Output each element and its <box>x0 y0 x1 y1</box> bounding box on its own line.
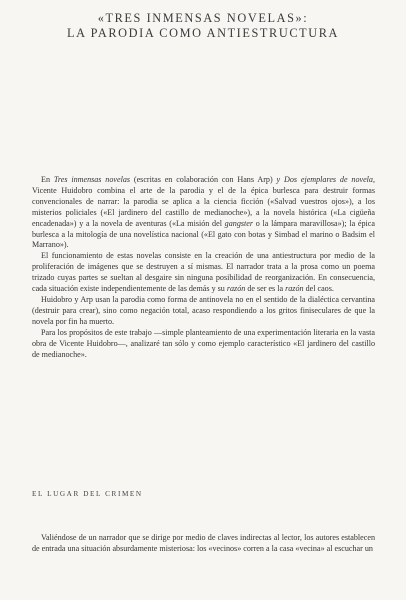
paragraph-1-text-a: En <box>41 175 54 184</box>
paragraph-1-italic-a: Tres inmensas novelas <box>53 175 131 184</box>
body-text <box>32 175 375 360</box>
paragraph-2-italic-a: razón <box>226 284 246 294</box>
paragraph-2-text-a: El funcionamiento de estas novelas consiste en la creación de una antiestructura por medio de la proliferación de imágenes que se destruyen a sí mismas. El narrador trata a la prosa como un poema trizado cuyas partes se sueltan al desgaire sin ninguna posibilidad de reorganización. En consecuencia, cada situación existe independientemente de las demás y su <box>32 251 375 294</box>
paragraph-4: Para los propósitos de este trabajo —simple planteamiento de una experimentación literaria en la vasta obra de Vicente Huidobro—, analizaré tan sólo y como ejemplo característico «El jardinero del castillo de medianoche». <box>32 327 375 359</box>
paragraph-3: Huidobro y Arp usan la parodia como forma de antinovela no en el sentido de la dialéctica cervantina (destruir para crear), sino como negación total, acaso respondiendo a los gritos finiseculares de que la novela por fin ha muerto. <box>32 294 375 326</box>
paragraph-5 <box>32 533 375 555</box>
paragraph-2-text-b: de ser es la <box>245 284 286 294</box>
paragraph-1-italic-b: y Dos ejemplares de novela, <box>276 175 375 184</box>
paragraph-2-italic-b: razón <box>285 284 304 294</box>
chapter-title-line-1: «TRES INMENSAS NOVELAS»: <box>97 11 309 25</box>
paragraph-2-text-c: del caos. <box>303 284 334 294</box>
paragraph-1 <box>32 175 375 251</box>
paragraph-1-italic-c: gangster <box>224 218 253 228</box>
paragraph-1-text-b: (escritas en colaboración con Hans Arp) <box>130 175 277 184</box>
paragraph-5-text: Valiéndose de un narrador que se dirige por medio de claves indirectas al lector, los autores establecen de entrada una situación absurdamente misteriosa: los «vecinos» corren a la casa «vecina» al escuchar un <box>32 533 375 553</box>
paragraph-1-text-c: Vicente Huidobro combina el arte de la parodia y el de la épica burlesca para destruir formas convencionales de narrar: la parodia se aplica a la ciencia ficción («Salvad vuestros ojos»), a los misterios policiales («El jardinero del castillo de medianoche»), a la novela histórica («La cigüeña encadenada») y a la novela de aventuras («La misión del <box>32 185 375 228</box>
chapter-title-line-2: LA PARODIA COMO ANTIESTRUCTURA <box>67 26 339 40</box>
paragraph-1-text-d: o la lámpara maravillosa»); la épica burlesca a la mitología de una novelística nacional («El gato con botas y Simbad el marino o Badsim el Marrano»). <box>32 218 375 250</box>
paragraph-2 <box>32 251 375 295</box>
section-heading: EL LUGAR DEL CRIMEN <box>32 490 143 498</box>
